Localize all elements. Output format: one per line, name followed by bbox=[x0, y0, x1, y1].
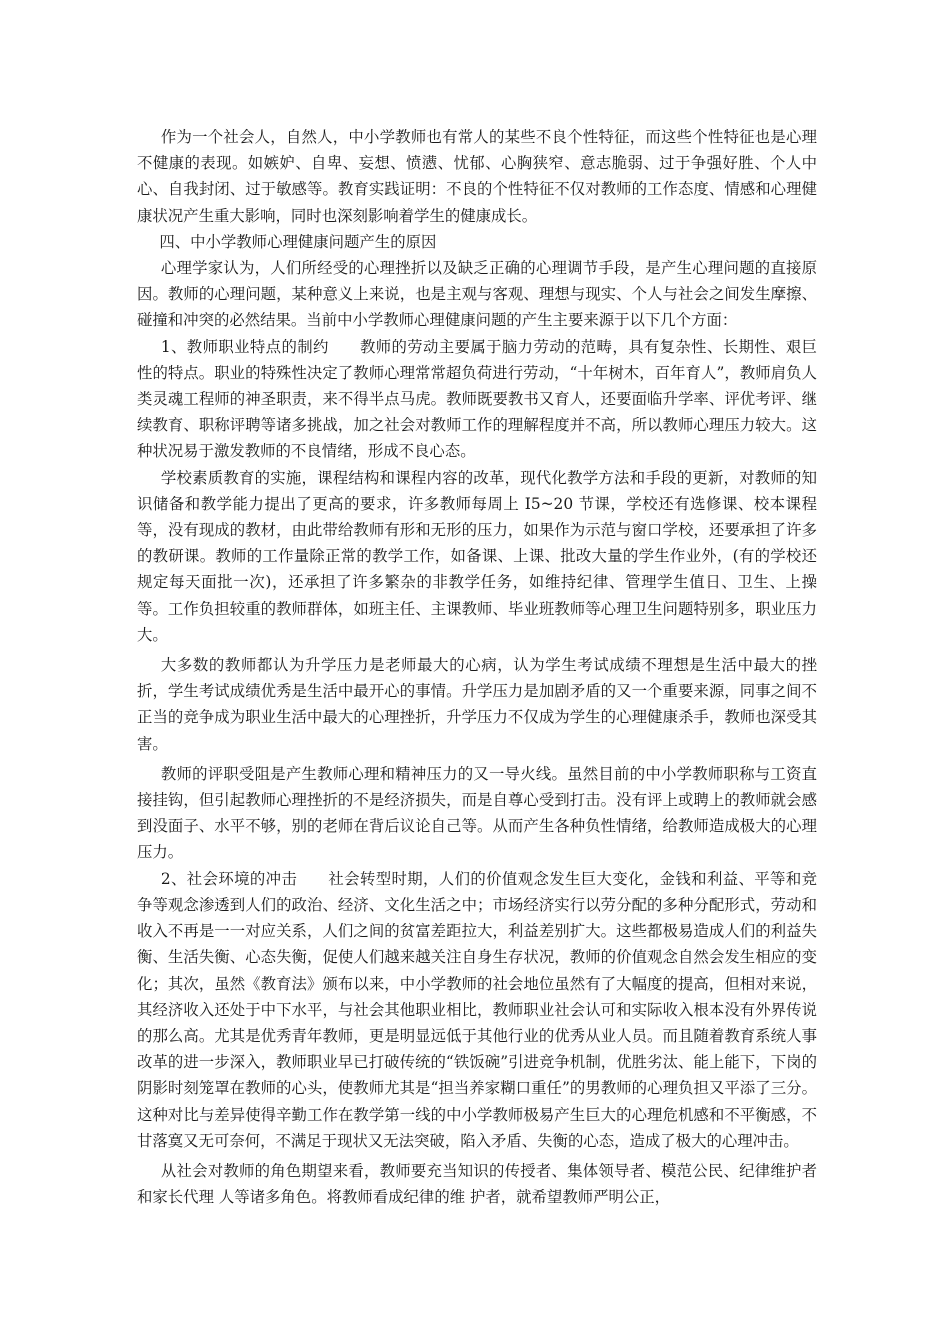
paragraph-exam-pressure: 大多数的教师都认为升学压力是老师最大的心病，认为学生考试成绩不理想是生活中最大的挫折，学生考试成绩优秀是生活中最开心的事情。升学压力是加剧矛盾的又一个重要来源，同事之间不正当的竞争成为职业生活中最大的心理挫折，升学压力不仅成为学生的心理健康杀手，教师也深受其害。 bbox=[137, 656, 817, 753]
subheading-social-environment: 2、社会环境的冲击 bbox=[160, 869, 298, 888]
document-body bbox=[137, 124, 817, 1210]
paragraph-title-evaluation: 教师的评职受阻是产生教师心理和精神压力的又一导火线。虽然目前的中小学教师职称与工资直接挂钩，但引起教师心理挫折的不是经济损失，而是自尊心受到打击。没有评上或聘上的教师就会感到没面子、水平不够，别的老师在背后议论自己等。从而产生各种负性情绪，给教师造成极大的心理压力。 bbox=[137, 764, 817, 862]
paragraph-quality-education: 学校素质教育的实施，课程结构和课程内容的改革，现代化教学方法和手段的更新，对教师的知识储备和教学能力提出了更高的要求，许多教师每周上 I5~20 节课，学校还有选修课、校本课程等，没有现成的教材，由此带给教师有形和无形的压力，如果作为示范与窗口学校，还要承担了许多的教研课。教师的工作量除正常的教学工作，如备课、上课、批改大量的学生作业外，(有的学校还规定每天面批一次)，还承担了许多繁杂的非教学任务，如维持纪律、管理学生值日、卫生、上操等。工作负担较重的教师群体，如班主任、主课教师、毕业班教师等心理卫生问题特别多，职业压力大。 bbox=[137, 468, 817, 644]
paragraph-occupation-text: 教师的劳动主要属于脑力劳动的范畴，具有复杂性、长期性、艰巨性的特点。职业的特殊性决定了教师心理常常超负荷进行劳动，“十年树木，百年育人”，教师肩负人类灵魂工程师的神圣职责，来不得半点马虎。教师既要教书又育人，还要面临升学率、评优考评、继续教育、职称评聘等诸多挑战，加之社会对教师工作的理解程度并不高，所以教师心理压力较大。这种状况易于激发教师的不良情绪，形成不良心态。 bbox=[137, 337, 817, 461]
paragraph-personality: 作为一个社会人，自然人，中小学教师也有常人的某些不良个性特征，而这些个性特征也是心理不健康的表现。如嫉妒、自卑、妄想、愤懑、忧郁、心胸狭窄、意志脆弱、过于争强好胜、个人中心、自我封闭、过于敏感等。教育实践证明：不良的个性特征不仅对教师的工作态度、情感和心理健康状况产生重大影响，同时也深刻影响着学生的健康成长。 bbox=[137, 128, 817, 225]
paragraph-psychologists: 心理学家认为，人们所经受的心理挫折以及缺乏正确的心理调节手段，是产生心理问题的直接原因。教师的心理问题，某种意义上来说，也是主观与客观、理想与现实、个人与社会之间发生摩擦、碰撞和冲突的必然结果。当前中小学教师心理健康问题的产生主要来源于以下几个方面： bbox=[137, 259, 817, 330]
subheading-occupation: 1、教师职业特点的制约 bbox=[160, 337, 329, 356]
paragraph-occupation bbox=[137, 334, 817, 465]
section-heading-causes: 四、中小学教师心理健康问题产生的原因 bbox=[159, 232, 437, 251]
paragraph-social-environment bbox=[137, 866, 817, 1154]
paragraph-social-environment-text: 社会转型时期，人们的价值观念发生巨大变化，金钱和利益、平等和竞争等观念渗透到人们的政治、经济、文化生活之中；市场经济实行以劳分配的多种分配形式，劳动和收入不再是一一对应关系，人们之间的贫富差距拉大，利益差别扩大。这些都极易造成人们的利益失衡、生活失衡、心态失衡，促使人们越来越关注自身生存状况，教师的价值观念自然会发生相应的变化；其次，虽然《教育法》颁布以来，中小学教师的社会地位虽然有了大幅度的提高，但相对来说，其经济收入还处于中下水平，与社会其他职业相比，教师职业社会认可和实际收入根本没有外界传说的那么高。尤其是优秀青年教师，更是明显远低于其他行业的优秀从业人员。而且随着教育系统人事改革的进一步深入，教师职业早已打破传统的“铁饭碗”引进竞争机制，优胜劣汰、能上能下，下岗的阴影时刻笼罩在教师的心头，使教师尤其是“担当养家糊口重任”的男教师的心理负担又平添了三分。这种对比与差异使得辛勤工作在教学第一线的中小学教师极易产生巨大的心理危机感和不平衡感，不甘落寞又无可奈何，不满足于现状又无法突破，陷入矛盾、失衡的心态，造成了极大的心理冲击。 bbox=[137, 869, 817, 1150]
paragraph-role-expectation: 从社会对教师的角色期望来看，教师要充当知识的传授者、集体领导者、模范公民、纪律维护者和家长代理 人等诸多角色。将教师看成纪律的维 护者，就希望教师严明公正， bbox=[137, 1161, 817, 1207]
